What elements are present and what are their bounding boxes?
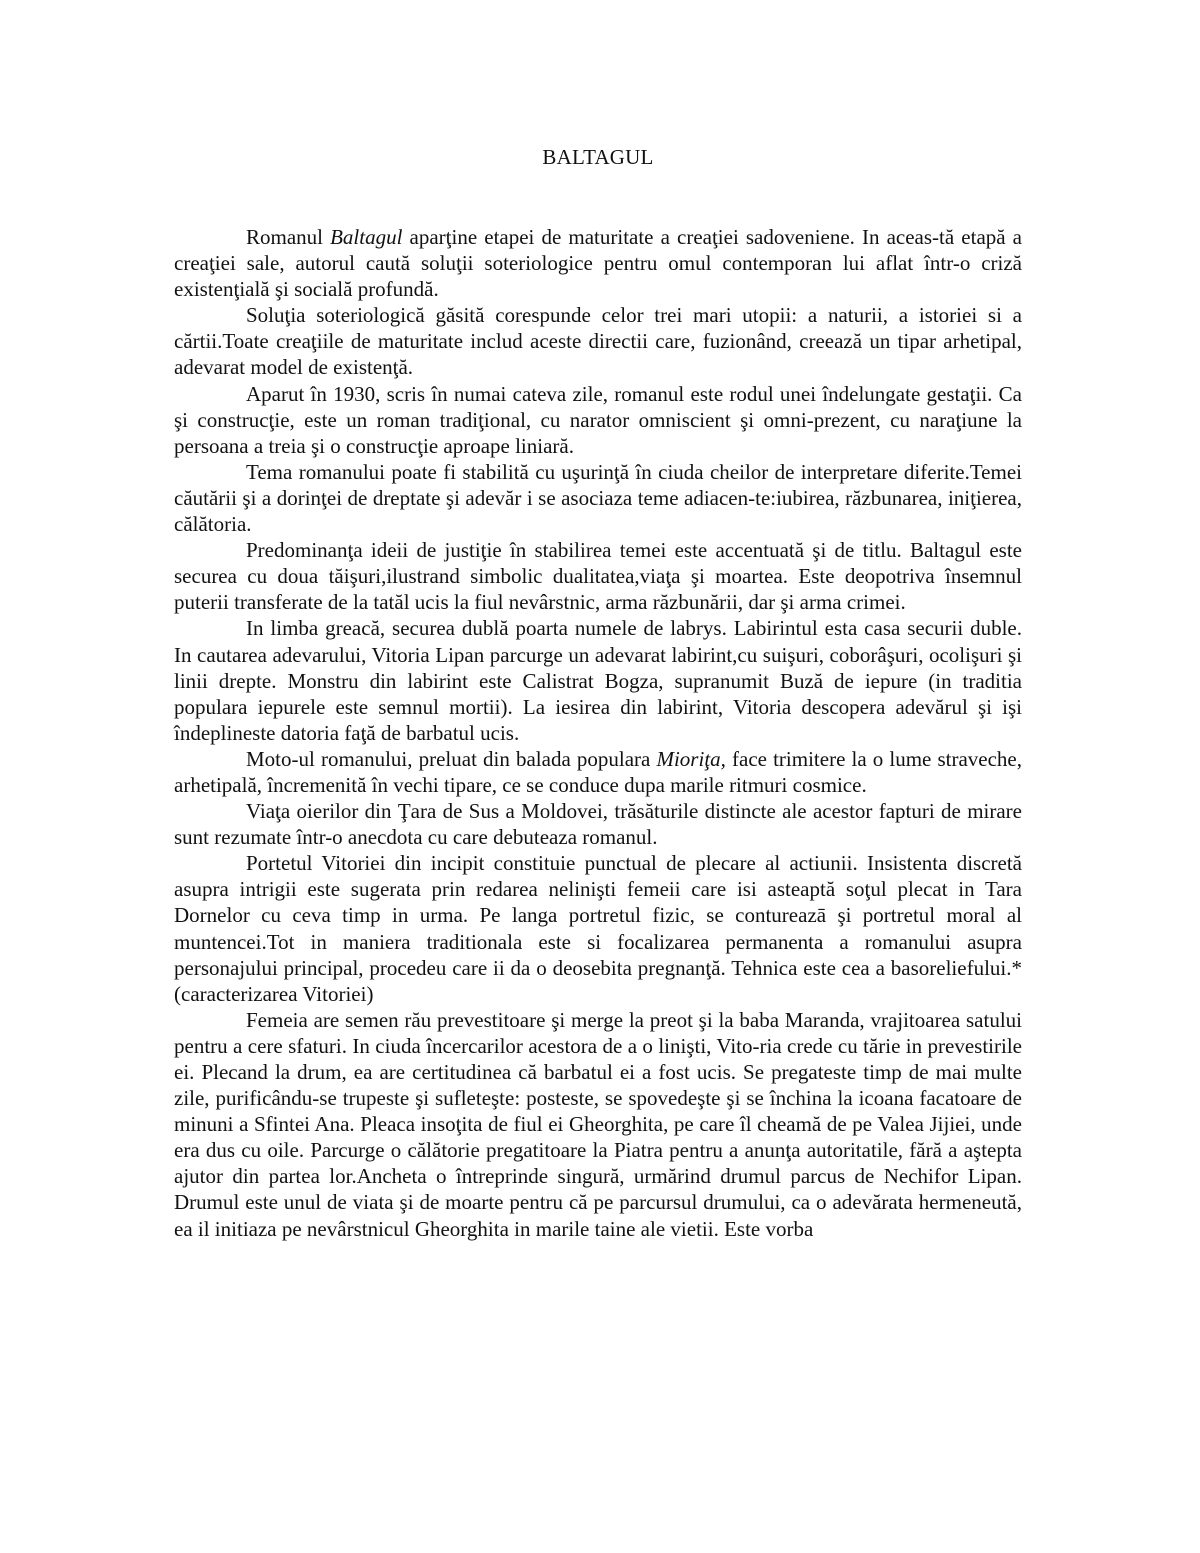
paragraph-justice — [174, 537, 1022, 615]
paragraph-text: Moto-ul romanului, preluat din balada populara — [246, 746, 657, 771]
paragraph-publication — [174, 381, 1022, 459]
paragraph-text: Portetul Vitoriei din incipit constituie punctual de plecare al actiunii. Insistenta discretă asupra intrigii este sugerata prin redarea nelinişti femeii care isi asteaptă soţul plecat in Tara Dornelor cu ceva timp in urma. Pe langa portretul fizic, se contureazā şi portretul moral al muntencei.Tot in maniera traditionala este si focalizarea permanenta a romanului asupra personajului principal, procedeu care ii da o deosebita pregnanţă. Tehnica este cea a basoreliefului.*(caracterizarea Vitoriei) — [174, 851, 1022, 1006]
paragraph-text: Viaţa oierilor din Ţara de Sus a Moldovei, trăsăturile distincte ale acestor fapturi de mirare sunt rezumate într-o anecdota cu care debuteaza romanul. — [174, 799, 1022, 850]
paragraph-text: Predominanţa ideii de justiţie în stabilirea temei este accentuată şi de titlu. Baltagul este securea cu doua tăişuri,ilustrand simbolic dualitatea,viaţa şi moartea. Este deopotriva însemnul puterii transferate de la tatăl ucis la fiul nevârstnic, arma răzbunării, dar şi arma crimei. — [174, 538, 1022, 615]
paragraph-text: Soluţia soteriologică găsită corespunde celor trei mari utopii: a naturii, a istoriei si a cărtii.Toate creaţiile de maturitate includ aceste directii care, fuzionând, creează un tipar arhetipal, adevarat model de existenţă. — [174, 303, 1022, 380]
paragraph-labyrinth — [174, 615, 1022, 745]
paragraph-portrait — [174, 850, 1022, 1007]
paragraph-text: In limba greacă, securea dublă poarta numele de labrys. Labirintul esta casa securii duble. In cautarea adevarului, Vitoria Lipan parcurge un adevarat labirint,cu suişuri, coborâşuri, ocolişuri şi linii drepte. Monstru din labirint este Calistrat Bogza, supranumit Buză de iepure (in traditia populara iepurele este semnul mortii). La iesirea din labirint, Vitoria descopera adevărul şi işi îndeplineste datoria faţă de barbatul ucis. — [174, 616, 1022, 745]
novel-title-italic: Baltagul — [330, 225, 403, 249]
paragraph-theme — [174, 459, 1022, 537]
paragraph-text: Romanul — [246, 225, 331, 249]
paragraph-text: Femeia are semen rău prevestitoare şi merge la preot şi la baba Maranda, vrajitoarea satului pentru a cere sfaturi. In ciuda încercarilor acestora de a o linişti, Vito-ria crede cu tărie in prevestirile ei. Plecand la drum, ea are certitudinea că barbatul ei a fost ucis. Se pregateste timp de mai multe zile, purificându-se trupeste şi sufleteşte: posteste, se spovedeşte şi se închina la icoana facatoare de minuni a Sfintei Ana. Pleaca insoţita de fiul ei Gheorghita, pe care îl cheamă de pe Valea Jijiei, unde era dus cu oile. Parcurge o călătorie pregatitoare la Piatra pentru a anunţa autoritatile, fără a aştepta ajutor din partea lor.Ancheta o întreprinde singură, urmărind drumul parcus de Nechifor Lipan. Drumul este unul de viata şi de moarte pentru că pe parcursul drumului, ca o adevărata hermeneută, ea il initiaza pe nevârstnicul Gheorghita in marile taine ale vietii. Este vorba — [174, 1007, 1022, 1241]
paragraph-soteriology — [174, 302, 1022, 380]
paragraph-intro — [174, 224, 1022, 302]
paragraph-text: aparţine etapei de maturitate a creaţiei sadoveniene. In aceas-tă etapă a creaţiei sale, autorul caută soluţii soteriologice pentru omul contemporan lui aflat într-o criză existenţială şi socială profundă. — [174, 225, 1023, 302]
paragraph-motto — [174, 746, 1022, 798]
paragraph-text: Tema romanului poate fi stabilită cu uşurinţă în ciuda cheilor de interpretare diferite.Temei căutării şi a dorinţei de dreptate şi adevăr i se asociaza teme adiacen-te:iubirea, răzbunarea, iniţierea, călătoria. — [174, 459, 1022, 537]
paragraph-text: Aparut în 1930, scris în numai cateva zile, romanul este rodul unei îndelungate gestaţii. Ca şi construcţie, este un roman tradiţional, cu narator omniscient şi omni-prezent, cu naraţiune la persoana a treia şi o construcţie aproape liniară. — [174, 381, 1022, 458]
paragraph-shepherds — [174, 798, 1022, 850]
document-title: BALTAGUL — [542, 145, 654, 169]
paragraph-text: face trimitere la o lume straveche, arhetipală, încremenită în vechi tipare, ce se conduce dupa marile ritmuri cosmice. — [174, 746, 1023, 797]
paragraph-journey — [174, 1007, 1022, 1242]
document-body — [174, 224, 1022, 1242]
ballad-title-italic: Mioriţa, — [656, 746, 726, 771]
